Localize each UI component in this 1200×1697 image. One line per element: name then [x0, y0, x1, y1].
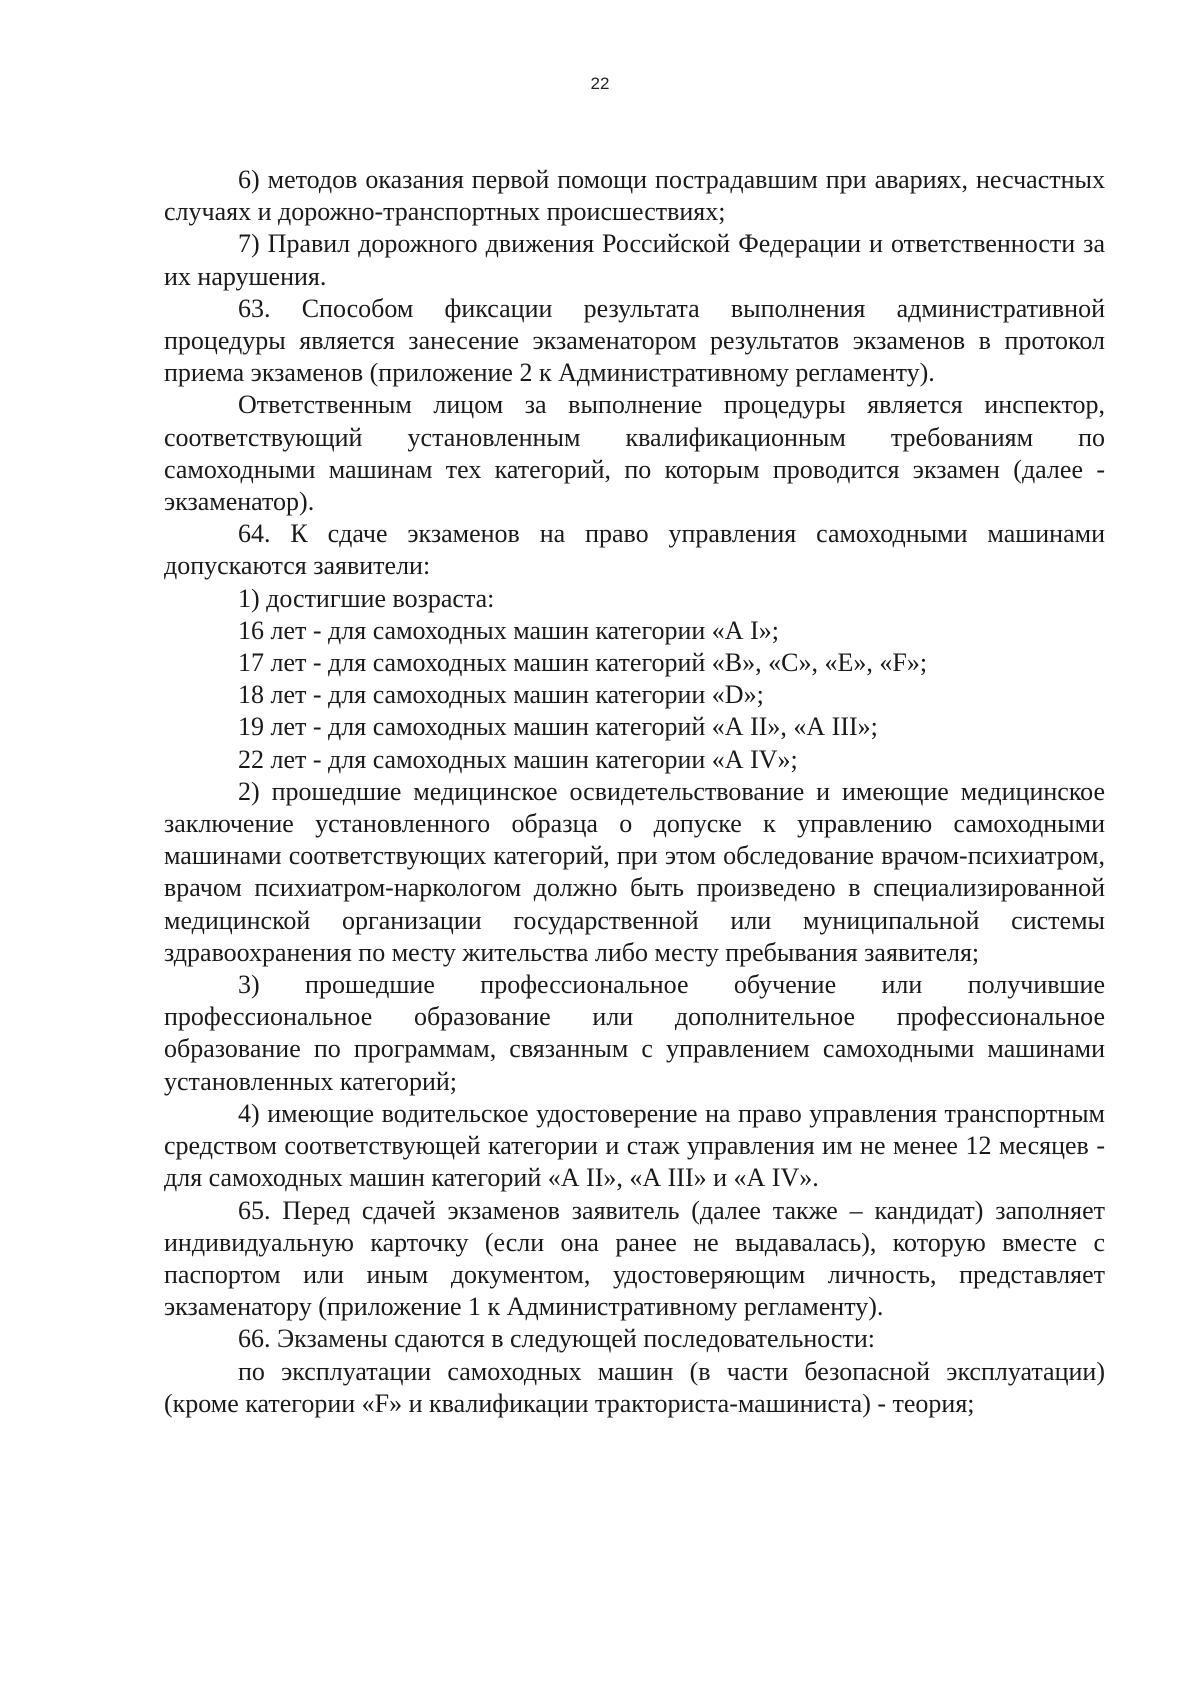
list-item-license: 4) имеющие водительское удостоверение на право управления транспортным средством соответствующей категории и стаж управления им не менее 12 месяцев - для самоходных машин категорий «А II», «А III» и «А IV».: [164, 1098, 1105, 1193]
list-item-age: 1) достигшие возраста:: [238, 583, 495, 613]
paragraph-item-7: 7) Правил дорожного движения Российской Федерации и ответственности за их нарушения.: [164, 229, 1105, 291]
paragraph-64: 64. К сдаче экзаменов на право управления самоходными машинами допускаются заявители:: [164, 519, 1105, 581]
page-number: 22: [590, 74, 610, 93]
paragraph-responsible-person: Ответственным лицом за выполнение процедуры является инспектор, соответствующий установленным квалификационным требованиям по самоходными машинам тех категорий, по которым проводится экзамен (далее - экзаменатор).: [164, 390, 1105, 517]
age-line-17: 17 лет - для самоходных машин категорий «B», «C», «E», «F»;: [238, 648, 928, 678]
document-body: [164, 164, 1105, 1420]
paragraph-63: 63. Способом фиксации результата выполнения административной процедуры является занесение экзаменатором результатов экзаменов в протокол приема экзаменов (приложение 2 к Административному регламенту).: [164, 293, 1105, 388]
paragraph-item-6: 6) методов оказания первой помощи пострадавшим при авариях, несчастных случаях и дорожно-транспортных происшествиях;: [164, 165, 1105, 227]
list-item-medical: 2) прошедшие медицинское освидетельствование и имеющие медицинское заключение установленного образца о допуске к управлению самоходными машинами соответствующих категорий, при этом обследование врачом-психиатром, врачом психиатром-наркологом должно быть произведено в специализированной медицинской организации государственной или муниципальной системы здравоохранения по месту жительства либо месту пребывания заявителя;: [164, 776, 1105, 967]
age-line-18: 18 лет - для самоходных машин категории «D»;: [238, 680, 764, 710]
exam-sequence-item: по эксплуатации самоходных машин (в части безопасной эксплуатации) (кроме категории «F» и квалификации тракториста-машиниста) - теория;: [164, 1356, 1105, 1418]
paragraph-66: 66. Экзамены сдаются в следующей последовательности:: [238, 1324, 875, 1354]
age-line-19: 19 лет - для самоходных машин категорий «А II», «А III»;: [238, 712, 878, 742]
age-line-16: 16 лет - для самоходных машин категории «А I»;: [238, 615, 779, 645]
age-line-22: 22 лет - для самоходных машин категории «А IV»;: [238, 744, 798, 774]
list-item-training: 3) прошедшие профессиональное обучение или получившие профессиональное образование или дополнительное профессиональное образование по программам, связанным с управлением самоходными машинами установленных категорий;: [164, 970, 1105, 1096]
paragraph-65: 65. Перед сдачей экзаменов заявитель (далее также – кандидат) заполняет индивидуальную карточку (если она ранее не выдавалась), которую вместе с паспортом или иным документом, удостоверяющим личность, представляет экзаменатору (приложение 1 к Административному регламенту).: [164, 1195, 1105, 1322]
